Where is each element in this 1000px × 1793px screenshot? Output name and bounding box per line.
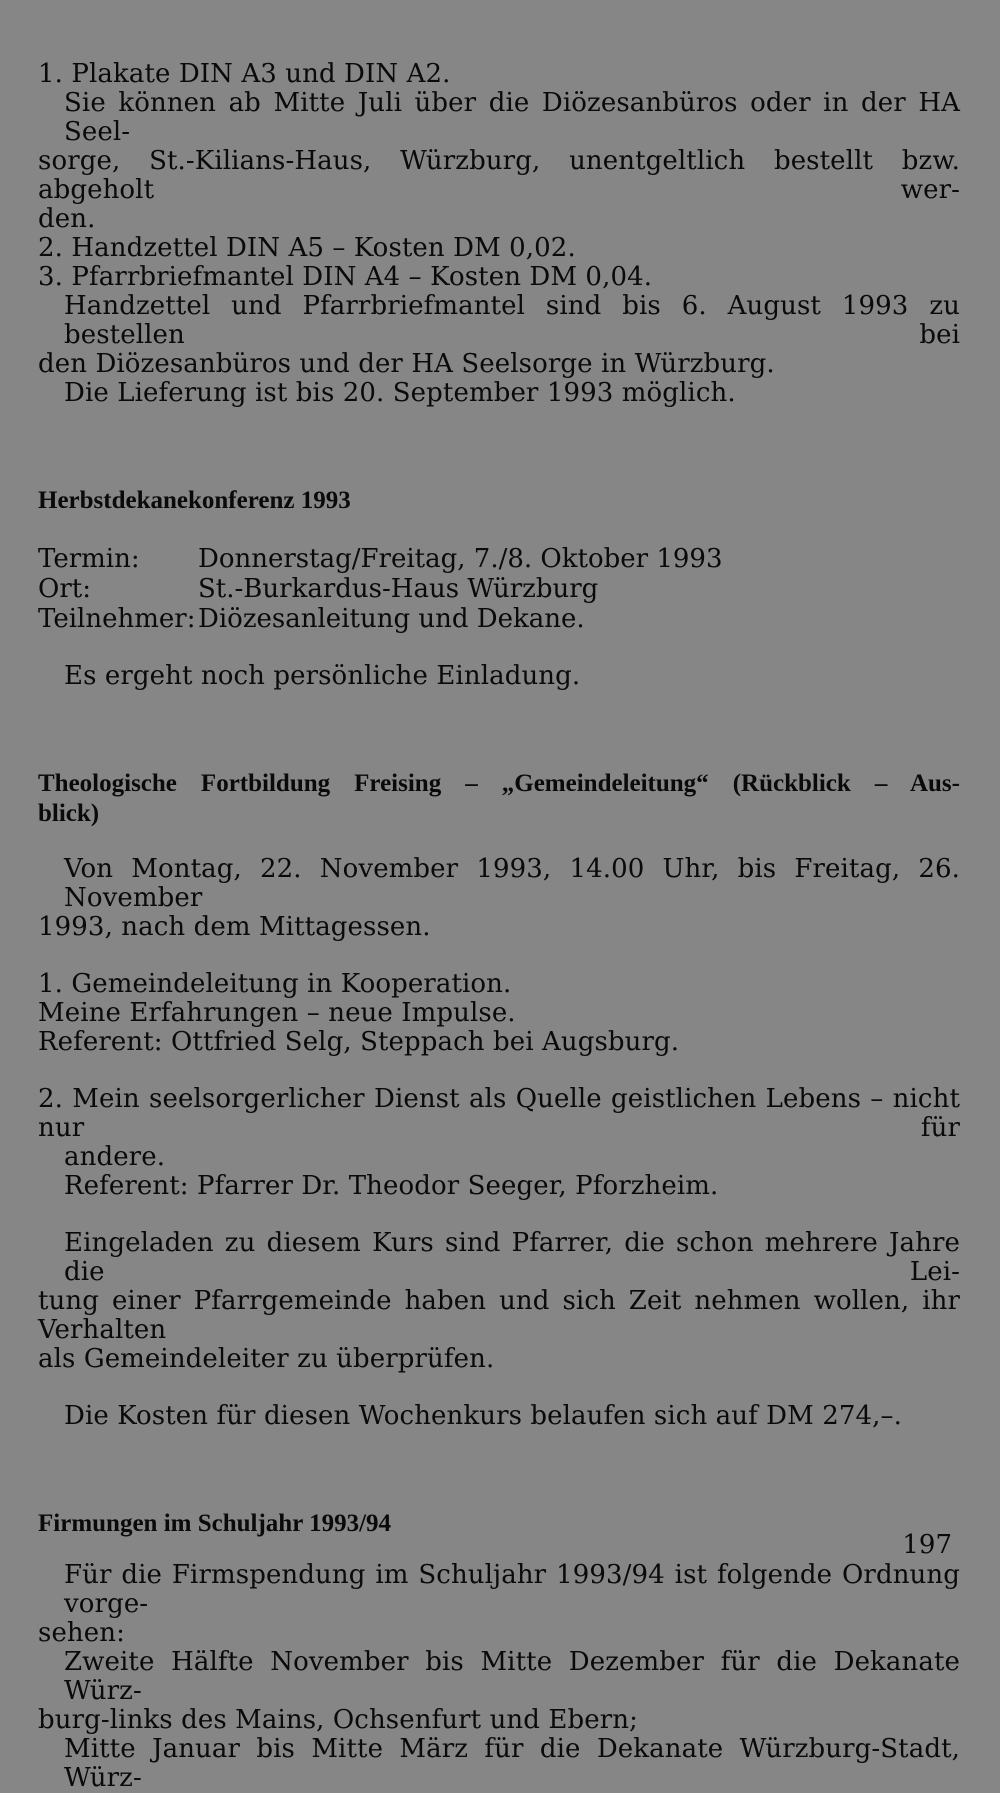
invitation-note: Es ergeht noch persönliche Einladung.	[64, 661, 581, 691]
intro-line: Handzettel und Pfarrbriefmantel sind bis 6. August 1993 zu bestellen bei	[64, 291, 960, 350]
course-dates: Von Montag, 22. November 1993, 14.00 Uhr, bis Freitag, 26. November	[64, 854, 960, 913]
invitation-text: als Gemeindeleiter zu überprüfen.	[38, 1344, 495, 1374]
topic-2-title-continued: andere.	[64, 1142, 166, 1172]
topic-1-speaker: Referent: Ottfried Selg, Steppach bei Augsburg.	[38, 1027, 680, 1057]
firmung-line: Für die Firmspendung im Schuljahr 1993/94 ist folgende Ordnung vorge-	[64, 1560, 960, 1619]
info-label: Ort:	[38, 574, 91, 604]
firmung-line: burg-links des Mains, Ochsenfurt und Ebern;	[38, 1705, 638, 1735]
firmung-line: sehen:	[38, 1618, 125, 1648]
intro-line: Sie können ab Mitte Juli über die Diözesanbüros oder in der HA Seel-	[64, 88, 960, 147]
info-value: St.-Burkardus-Haus Würzburg	[198, 574, 599, 604]
document-page	[38, 60, 960, 1793]
section-firmungen	[38, 1509, 960, 1793]
section-heading-continued: blick)	[38, 800, 100, 827]
info-row-teilnehmer	[38, 604, 960, 634]
section-theologische-fortbildung	[38, 769, 960, 1431]
invitation-text: Eingeladen zu diesem Kurs sind Pfarrer, die schon mehrere Jahre die Lei-	[64, 1228, 960, 1287]
firmung-line: Zweite Hälfte November bis Mitte Dezember für die Dekanate Würz-	[64, 1647, 960, 1706]
intro-line: 1. Plakate DIN A3 und DIN A2.	[38, 59, 451, 89]
topic-2-title: 2. Mein seelsorgerlicher Dienst als Quelle geistlichen Lebens – nicht nur für	[38, 1084, 960, 1143]
info-label: Teilnehmer:	[38, 604, 196, 634]
intro-line: sorge, St.-Kilians-Haus, Würzburg, unentgeltlich bestellt bzw. abgeholt wer-	[38, 146, 960, 205]
course-cost: Die Kosten für diesen Wochenkurs belaufen sich auf DM 274,–.	[64, 1401, 902, 1431]
section-heading: Firmungen im Schuljahr 1993/94	[38, 1510, 392, 1537]
intro-line: den.	[38, 204, 96, 234]
topic-1-subtitle: Meine Erfahrungen – neue Impulse.	[38, 998, 516, 1028]
topic-2-speaker: Referent: Pfarrer Dr. Theodor Seeger, Pforzheim.	[64, 1171, 719, 1201]
info-label: Termin:	[38, 544, 140, 574]
intro-block	[38, 60, 960, 408]
info-row-ort	[38, 574, 960, 604]
intro-line: 3. Pfarrbriefmantel DIN A4 – Kosten DM 0,04.	[38, 262, 653, 292]
intro-line: Die Lieferung ist bis 20. September 1993 möglich.	[64, 378, 736, 408]
section-heading: Theologische Fortbildung Freising – „Gemeindeleitung“ (Rückblick – Aus-	[38, 770, 960, 797]
invitation-text: tung einer Pfarrgemeinde haben und sich Zeit nehmen wollen, ihr Verhalten	[38, 1286, 960, 1345]
info-value: Diözesanleitung und Dekane.	[198, 604, 585, 634]
info-value: Donnerstag/Freitag, 7./8. Oktober 1993	[198, 544, 723, 574]
course-dates-continued: 1993, nach dem Mittagessen.	[38, 912, 431, 942]
firmung-line: Mitte Januar bis Mitte März für die Dekanate Würzburg-Stadt, Würz-	[64, 1734, 960, 1793]
section-heading: Herbstdekanekonferenz 1993	[38, 487, 351, 514]
section-herbstdekanekonferenz	[38, 486, 960, 691]
page-number: 197	[902, 1530, 952, 1560]
info-row-termin	[38, 544, 960, 574]
intro-line: 2. Handzettel DIN A5 – Kosten DM 0,02.	[38, 233, 576, 263]
intro-line: den Diözesanbüros und der HA Seelsorge in Würzburg.	[38, 349, 775, 379]
topic-1-title: 1. Gemeindeleitung in Kooperation.	[38, 969, 512, 999]
